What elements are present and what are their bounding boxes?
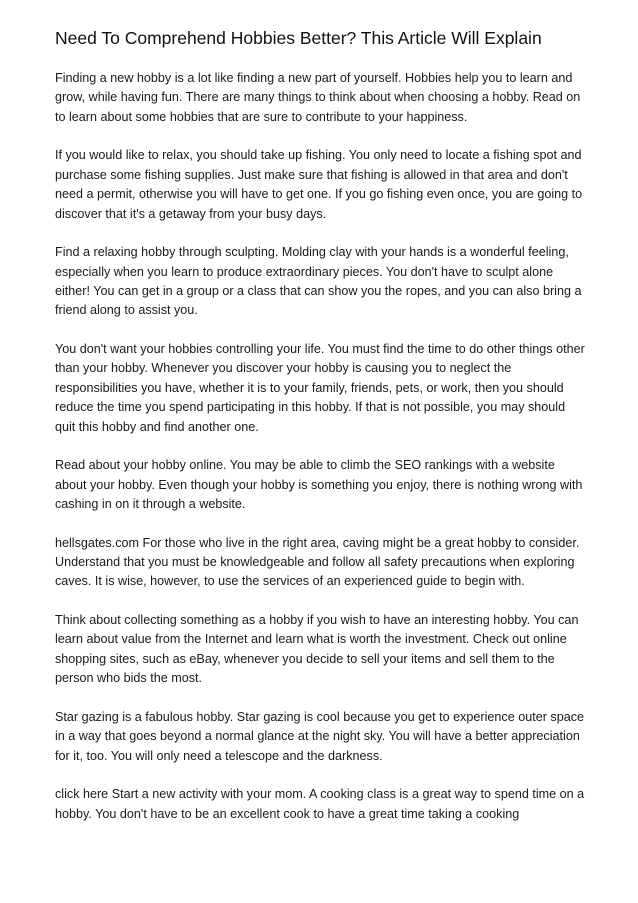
paragraph-fishing: If you would like to relax, you should take up fishing. You only need to locate a fishing spot and purchase some fishing supplies. Just make sure that fishing is allowed in that area and don't need a permit, otherwise you will have to get one. If you go fishing even once, you are going to discover that it's a getaway from your busy days. [55,148,583,221]
paragraph-cooking: click here Start a new activity with your mom. A cooking class is a great way to spend time on a hobby. You don't have to be an excellent cook to have a great time taking a cooking [55,787,585,821]
paragraph-collecting: Think about collecting something as a hobby if you wish to have an interesting hobby. You can learn about value from the Internet and learn what is worth the investment. Check out online shopping sites, such as eBay, whenever you decide to sell your items and sell them to the person who bids the most. [55,613,579,686]
article-title: Need To Comprehend Hobbies Better? This Article Will Explain [55,28,542,48]
paragraph-balance: You don't want your hobbies controlling your life. You must find the time to do other things other than your hobby. Whenever you discover your hobby is causing you to neglect the responsibilities you have, whether it is to your family, friends, pets, or work, then you should reduce the time you spend participating in this hobby. If that is not possible, you may should quit this hobby and find another one. [55,342,585,434]
paragraph-online: Read about your hobby online. You may be able to climb the SEO rankings with a website about your hobby. Even though your hobby is something you enjoy, there is nothing wrong with cashing in on it through a website. [55,458,583,512]
paragraph-caving: hellsgates.com For those who live in the right area, caving might be a great hobby to consider. Understand that you must be knowledgeable and follow all safety precautions when exploring caves. It is wise, however, to use the services of an experienced guide to begin with. [55,535,580,589]
paragraph-sculpting: Find a relaxing hobby through sculpting. Molding clay with your hands is a wonderful feeling, especially when you learn to produce extraordinary pieces. You don't have to sculpt alone either! You can get in a group or a class that can show you the ropes, and you can also bring a friend along to assist you. [55,245,582,318]
paragraph-stargazing: Star gazing is a fabulous hobby. Star gazing is cool because you get to experience outer space in a way that goes beyond a normal glance at the night sky. You will have a better appreciation for it, too. You will only need a telescope and the darkness. [55,709,585,763]
paragraph-intro: Finding a new hobby is a lot like finding a new part of yourself. Hobbies help you to learn and grow, while having fun. There are many things to think about when choosing a hobby. Read on to learn about some hobbies that are sure to contribute to your happiness. [55,71,581,124]
